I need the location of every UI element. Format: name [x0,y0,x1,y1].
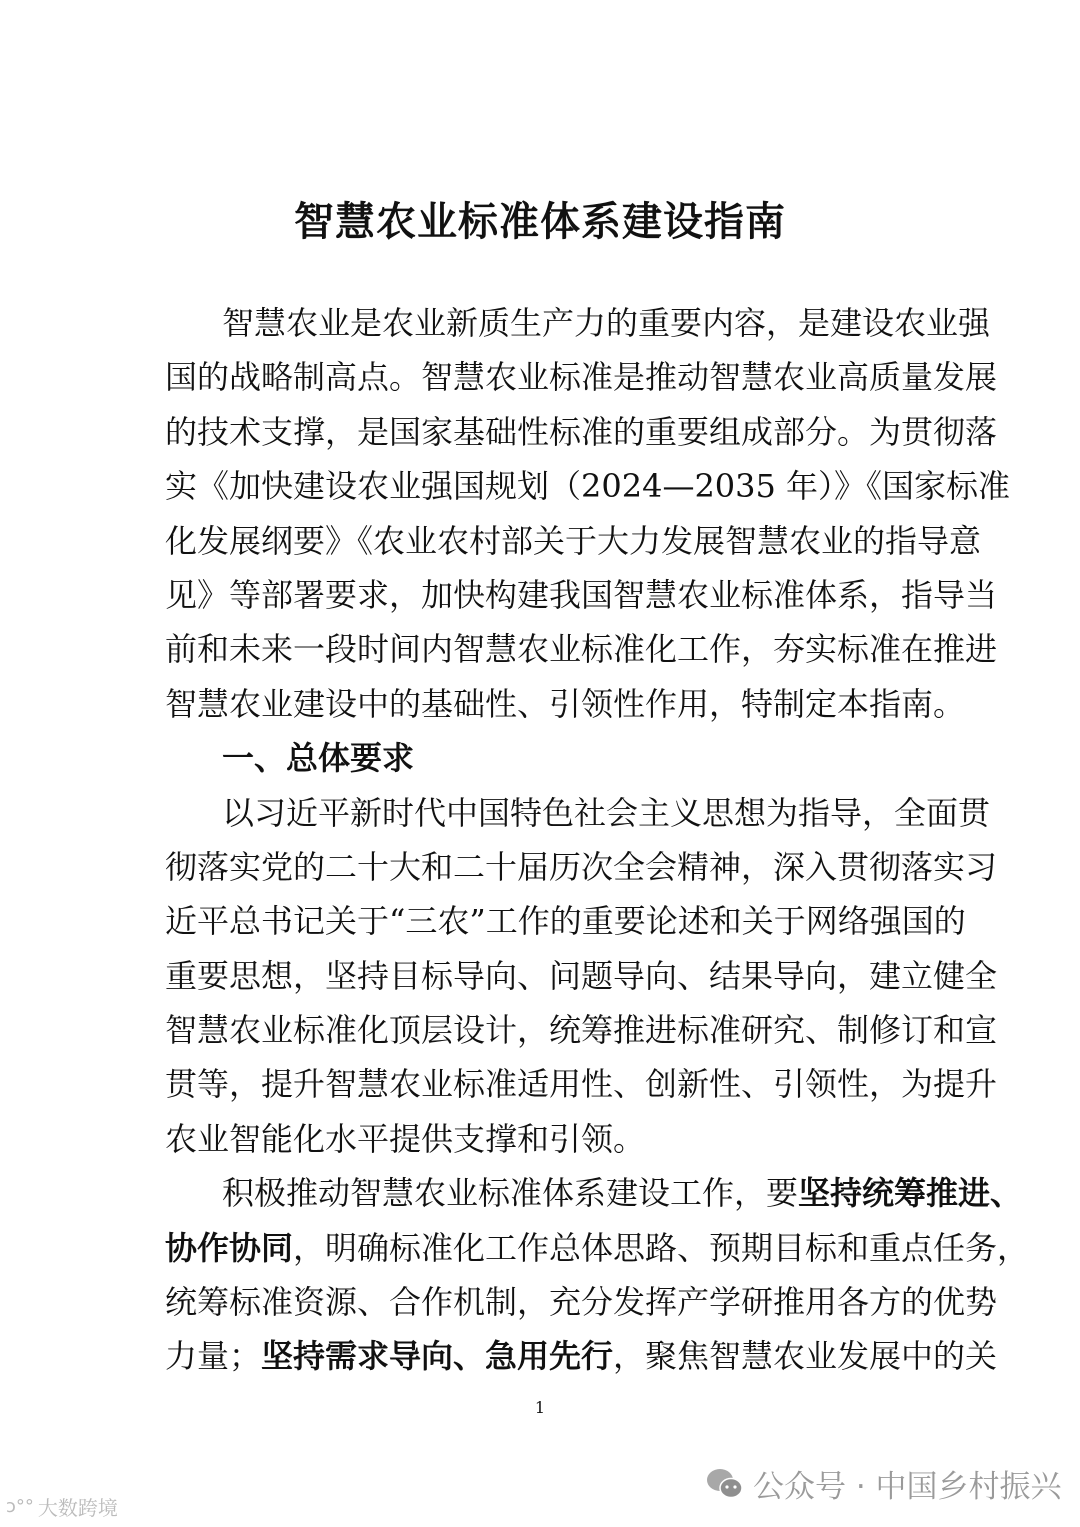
text-segment: 智慧农业建设中的基础性、引领性作用，特制定本指南。 [165,684,966,723]
text-line [165,1003,998,1057]
text-segment: 实《加快建设农业强国规划（2024—2035 年）》《国家标准 [165,467,1011,506]
text-line [165,949,998,1003]
text-segment: ，聚焦智慧农业发展中的关 [613,1337,998,1376]
text-segment: 农业智能化水平提供支撑和引领。 [165,1119,646,1158]
text-line [165,677,966,731]
text-segment: 的技术支撑，是国家基础性标准的重要组成部分。为贯彻落 [165,412,998,451]
text-line [165,894,966,948]
text-line [165,1275,998,1329]
text-segment: 化发展纲要》《农业农村部关于大力发展智慧农业的指导意 [165,521,982,560]
text-segment: 彻落实党的二十大和二十届历次全会精神，深入贯彻落实习 [165,847,998,886]
source-logo-icon: ↄ°° [6,1496,34,1517]
source-name: 大数跨境 [37,1496,118,1520]
bold-text: 坚持需求导向、急用先行 [261,1337,614,1376]
text-line [165,786,991,840]
text-line [165,1329,998,1383]
text-line [165,840,998,894]
document-title: 智慧农业标准体系建设指南 [294,198,786,245]
text-line [165,514,982,568]
document-body [165,296,1030,1384]
text-segment: 贯等，提升智慧农业标准适用性、创新性、引领性，为提升 [165,1065,998,1104]
text-line [165,296,991,350]
source-watermark [6,1492,118,1521]
text-segment: 以习近平新时代中国特色社会主义思想为指导，全面贯 [222,793,991,832]
text-segment: 前和未来一段时间内智慧农业标准化工作，夯实标准在推进 [165,630,998,669]
text-segment: 力量； [165,1337,262,1376]
text-segment: 国的战略制高点。智慧农业标准是推动智慧农业高质量发展 [165,358,998,397]
text-line [165,1166,1023,1220]
text-line [165,459,1011,513]
text-line [165,1057,998,1111]
wechat-account-name: 公众号 · 中国乡村振兴 [753,1469,1062,1505]
text-segment: ，明确标准化工作总体思路、预期目标和重点任务， [293,1228,1030,1267]
text-segment: 智慧农业标准化顶层设计，统筹推进标准研究、制修订和宣 [165,1011,998,1050]
text-segment: 一、总体要求 [222,739,415,778]
text-line [165,568,998,622]
bold-text: 协作协同 [165,1228,294,1267]
text-line [165,622,998,676]
text-line [165,1221,1030,1275]
text-line [165,350,998,404]
text-segment: 近平总书记关于“三农”工作的重要论述和关于网络强国的 [165,902,966,941]
text-segment: 见》等部署要求，加快构建我国智慧农业标准体系，指导当 [165,575,998,614]
wechat-icon [705,1466,745,1502]
text-segment: 智慧农业是农业新质生产力的重要内容，是建设农业强 [222,304,991,342]
page-number: 1 [534,1398,546,1417]
text-segment: 统筹标准资源、合作机制，充分发挥产学研推用各方的优势 [165,1283,998,1322]
text-segment: 重要思想，坚持目标导向、问题导向、结果导向，建立健全 [165,956,998,995]
text-segment: 积极推动智慧农业标准体系建设工作，要 [222,1174,799,1213]
section-heading [165,731,925,785]
text-line [165,1112,925,1166]
wechat-watermark [705,1461,1062,1506]
bold-text: 坚持统筹推进、 [798,1174,1023,1213]
text-line [165,405,998,459]
